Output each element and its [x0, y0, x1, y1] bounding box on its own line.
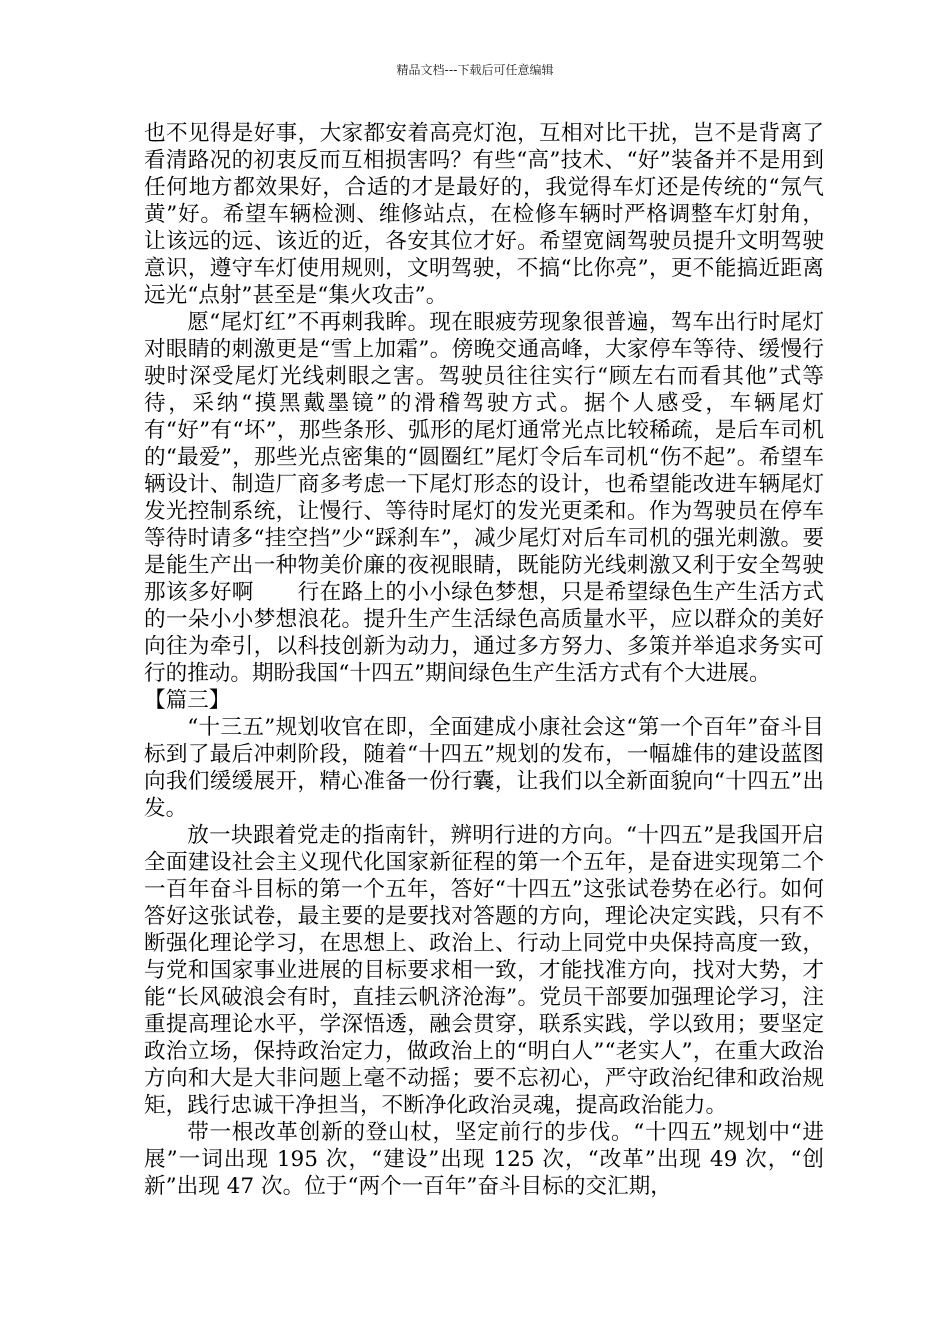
section-heading: 【篇三】	[144, 688, 231, 713]
paragraph: 放一块跟着党走的指南针，辨明行进的方向。“十四五”是我国开启全面建设社会主义现代化国家新征程的第一个五年，是奋进实现第二个一百年奋斗目标的第一个五年，答好“十四五”这张试卷势在必行。如何答好这张试卷，最主要的是要找对答题的方向，理论决定实践，只有不断强化理论学习，在思想上、政治上、行动上同党中央保持高度一致，与党和国家事业进展的目标要求相一致，才能找准方向，找对大势，才能“长风破浪会有时，直挂云帆济沧海”。党员干部要加强理论学习，注重提高理论水平，学深悟透，融会贯穿，联系实践，学以致用；要坚定政治立场，保持政治定力，做政治上的“明白人”“老实人”，在重大政治方向和大是大非问题上毫不动摇；要不忘初心，严守政治纪律和政治规矩，践行忠诚干净担当，不断净化政治灵魂，提高政治能力。	[144, 823, 824, 1118]
paragraph: “十三五”规划收官在即，全面建成小康社会这“第一个百年”奋斗目标到了最后冲刺阶段，随着“十四五”规划的发布，一幅雄伟的建设蓝图向我们缓缓展开，精心准备一份行囊，让我们以全新面貌向“十四五”出发。	[144, 715, 824, 821]
paragraph: 也不见得是好事，大家都安着高亮灯泡，互相对比干扰，岂不是背离了看清路况的初衷反而互相损害吗？有些“高”技术、“好”装备并不是用到任何地方都效果好，合适的才是最好的，我觉得车灯还是传统的“氖气黄”好。希望车辆检测、维修站点，在检修车辆时严格调整车灯射角，让该远的远、该近的近，各安其位才好。希望宽阔驾驶员提升文明驾驶意识，遵守车灯使用规则，文明驾驶，不搞“比你亮”，更不能搞近距离远光“点射”甚至是“集火攻击”。	[144, 121, 824, 308]
page-header: 精品文档---下载后可任意编辑	[396, 63, 554, 77]
paragraph: 带一根改革创新的登山杖，坚定前行的步伐。“十四五”规划中“进展”一词出现 195 次，“建设”出现 125 次，“改革”出现 49 次，“创新”出现 47 次。位于“两个一百年”奋斗目标的交汇期，	[144, 1120, 824, 1199]
paragraph: 愿“尾灯红”不再刺我眸。现在眼疲劳现象很普遍，驾车出行时尾灯对眼睛的刺激更是“雪上加霜”。傍晚交通高峰，大家停车等待、缓慢行驶时深受尾灯光线刺眼之害。驾驶员往往实行“顾左右而看其他”式等待，采纳“摸黑戴墨镜”的滑稽驾驶方式。据个人感受，车辆尾灯有“好”有“坏”，那些条形、弧形的尾灯通常光点比较稀疏，是后车司机的“最爱”，那些光点密集的“圆圈红”尾灯令后车司机“伤不起”。希望车辆设计、制造厂商多考虑一下尾灯形态的设计，也希望能改进车辆尾灯发光控制系统，让慢行、等待时尾灯的发光更柔和。作为驾驶员在停车等待时请多“挂空挡”少“踩刹车”，减少尾灯对后车司机的强光刺激。要是能生产出一种物美价廉的夜视眼睛，既能防光线刺激又利于安全驾驶那该多好啊 行在路上的小小绿色梦想，只是希望绿色生产生活方式的一朵小小梦想浪花。提升生产生活绿色高质量水平，应以群众的美好向往为牵引，以科技创新为动力，通过多方努力、多策并举追求务实可行的推动。期盼我国“十四五”期间绿色生产生活方式有个大进展。	[144, 310, 824, 686]
document-body	[144, 120, 824, 1200]
